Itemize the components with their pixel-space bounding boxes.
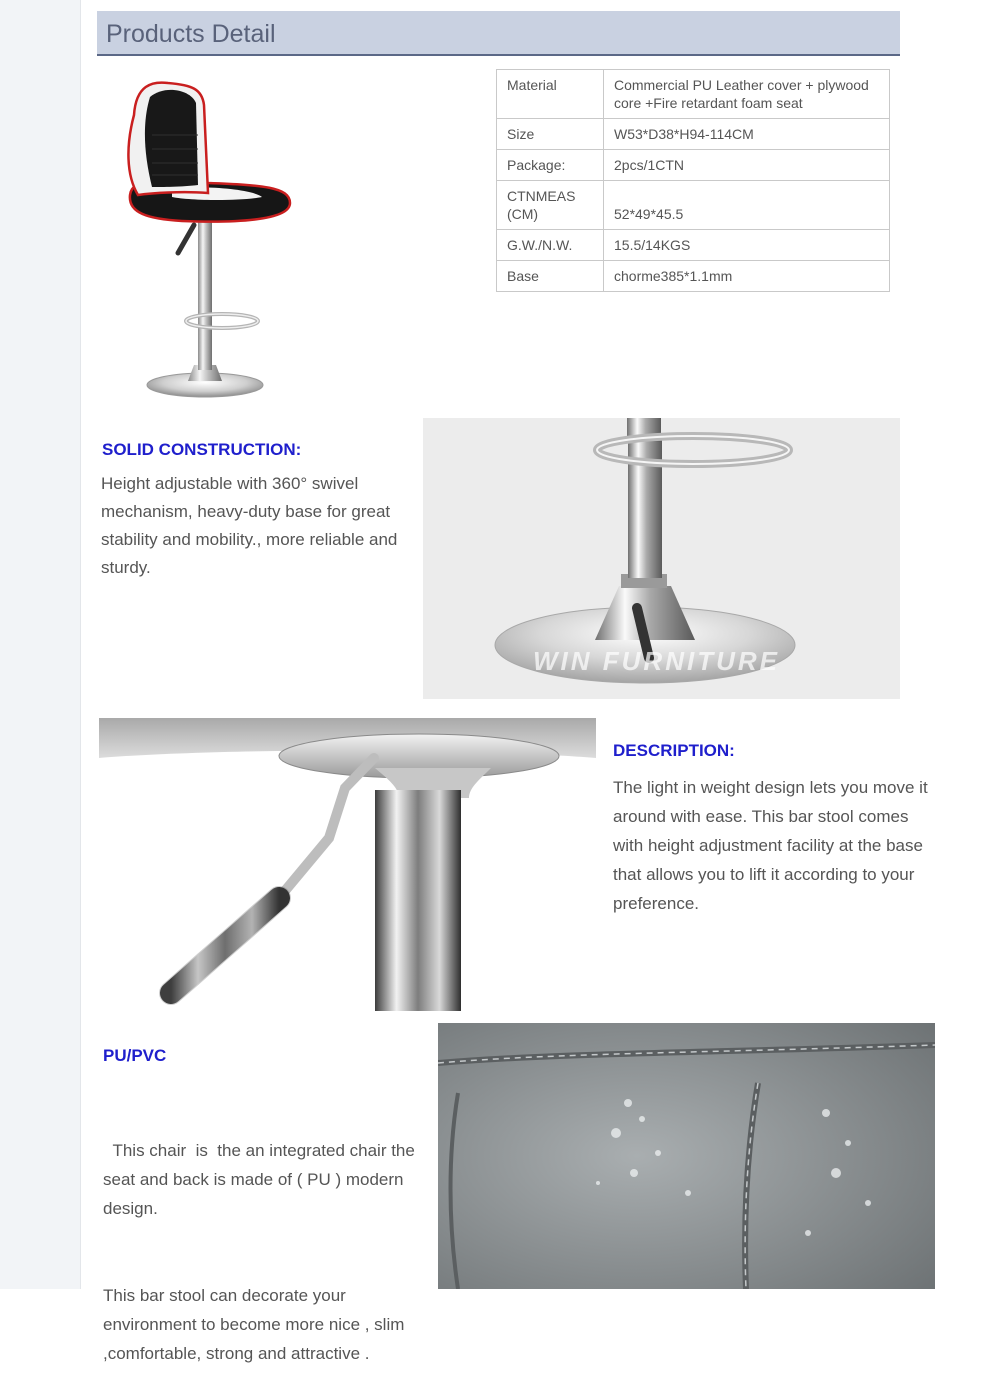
spec-value: chorme385*1.1mm	[604, 261, 890, 292]
spec-label: Package:	[497, 150, 604, 181]
spec-value: 15.5/14KGS	[604, 230, 890, 261]
table-row	[497, 150, 890, 181]
table-row	[497, 230, 890, 261]
table-row	[497, 261, 890, 292]
spec-label: Base	[497, 261, 604, 292]
lever-closeup-photo	[99, 718, 596, 1011]
section-header	[97, 11, 900, 56]
chrome-base-photo	[423, 418, 900, 699]
table-row	[497, 181, 890, 230]
spec-value: W53*D38*H94-114CM	[604, 119, 890, 150]
spec-label: Material	[497, 70, 604, 119]
left-sidebar-strip	[0, 0, 81, 1289]
table-row	[497, 119, 890, 150]
pu-pvc-paragraph-2: This bar stool can decorate your environment to become more nice , slim ,comfortable, strong and attractive .	[103, 1286, 410, 1363]
spec-value: Commercial PU Leather cover + plywood core +Fire retardant foam seat	[604, 70, 890, 119]
specifications-table	[496, 69, 890, 292]
solid-construction-paragraph: Height adjustable with 360° swivel mechanism, heavy-duty base for great stability and mobility., more reliable and sturdy.	[101, 474, 398, 577]
description-paragraph: The light in weight design lets you move it around with ease. This bar stool comes with height adjustment facility at the base that allows you to lift it according to your preference.	[613, 778, 928, 913]
spec-label: G.W./N.W.	[497, 230, 604, 261]
spec-label: Size	[497, 119, 604, 150]
spec-value: 52*49*45.5	[604, 181, 890, 230]
product-image-bar-stool	[112, 75, 302, 405]
leather-texture-photo	[438, 1023, 935, 1289]
page-title: Products Detail	[106, 20, 276, 48]
description-heading: DESCRIPTION:	[613, 741, 735, 760]
pu-pvc-heading: PU/PVC	[103, 1046, 167, 1065]
watermark-text: WIN FURNITURE	[533, 646, 780, 676]
pu-pvc-text	[103, 1078, 429, 1397]
description-text	[613, 773, 943, 918]
solid-construction-heading: SOLID CONSTRUCTION:	[102, 440, 302, 459]
spec-value: 2pcs/1CTN	[604, 150, 890, 181]
pu-pvc-paragraph-1: This chair is the an integrated chair the seat and back is made of ( PU ) modern design.	[103, 1141, 420, 1218]
spec-label: CTNMEAS (CM)	[497, 181, 604, 230]
table-row	[497, 70, 890, 119]
solid-construction-text	[101, 470, 411, 582]
